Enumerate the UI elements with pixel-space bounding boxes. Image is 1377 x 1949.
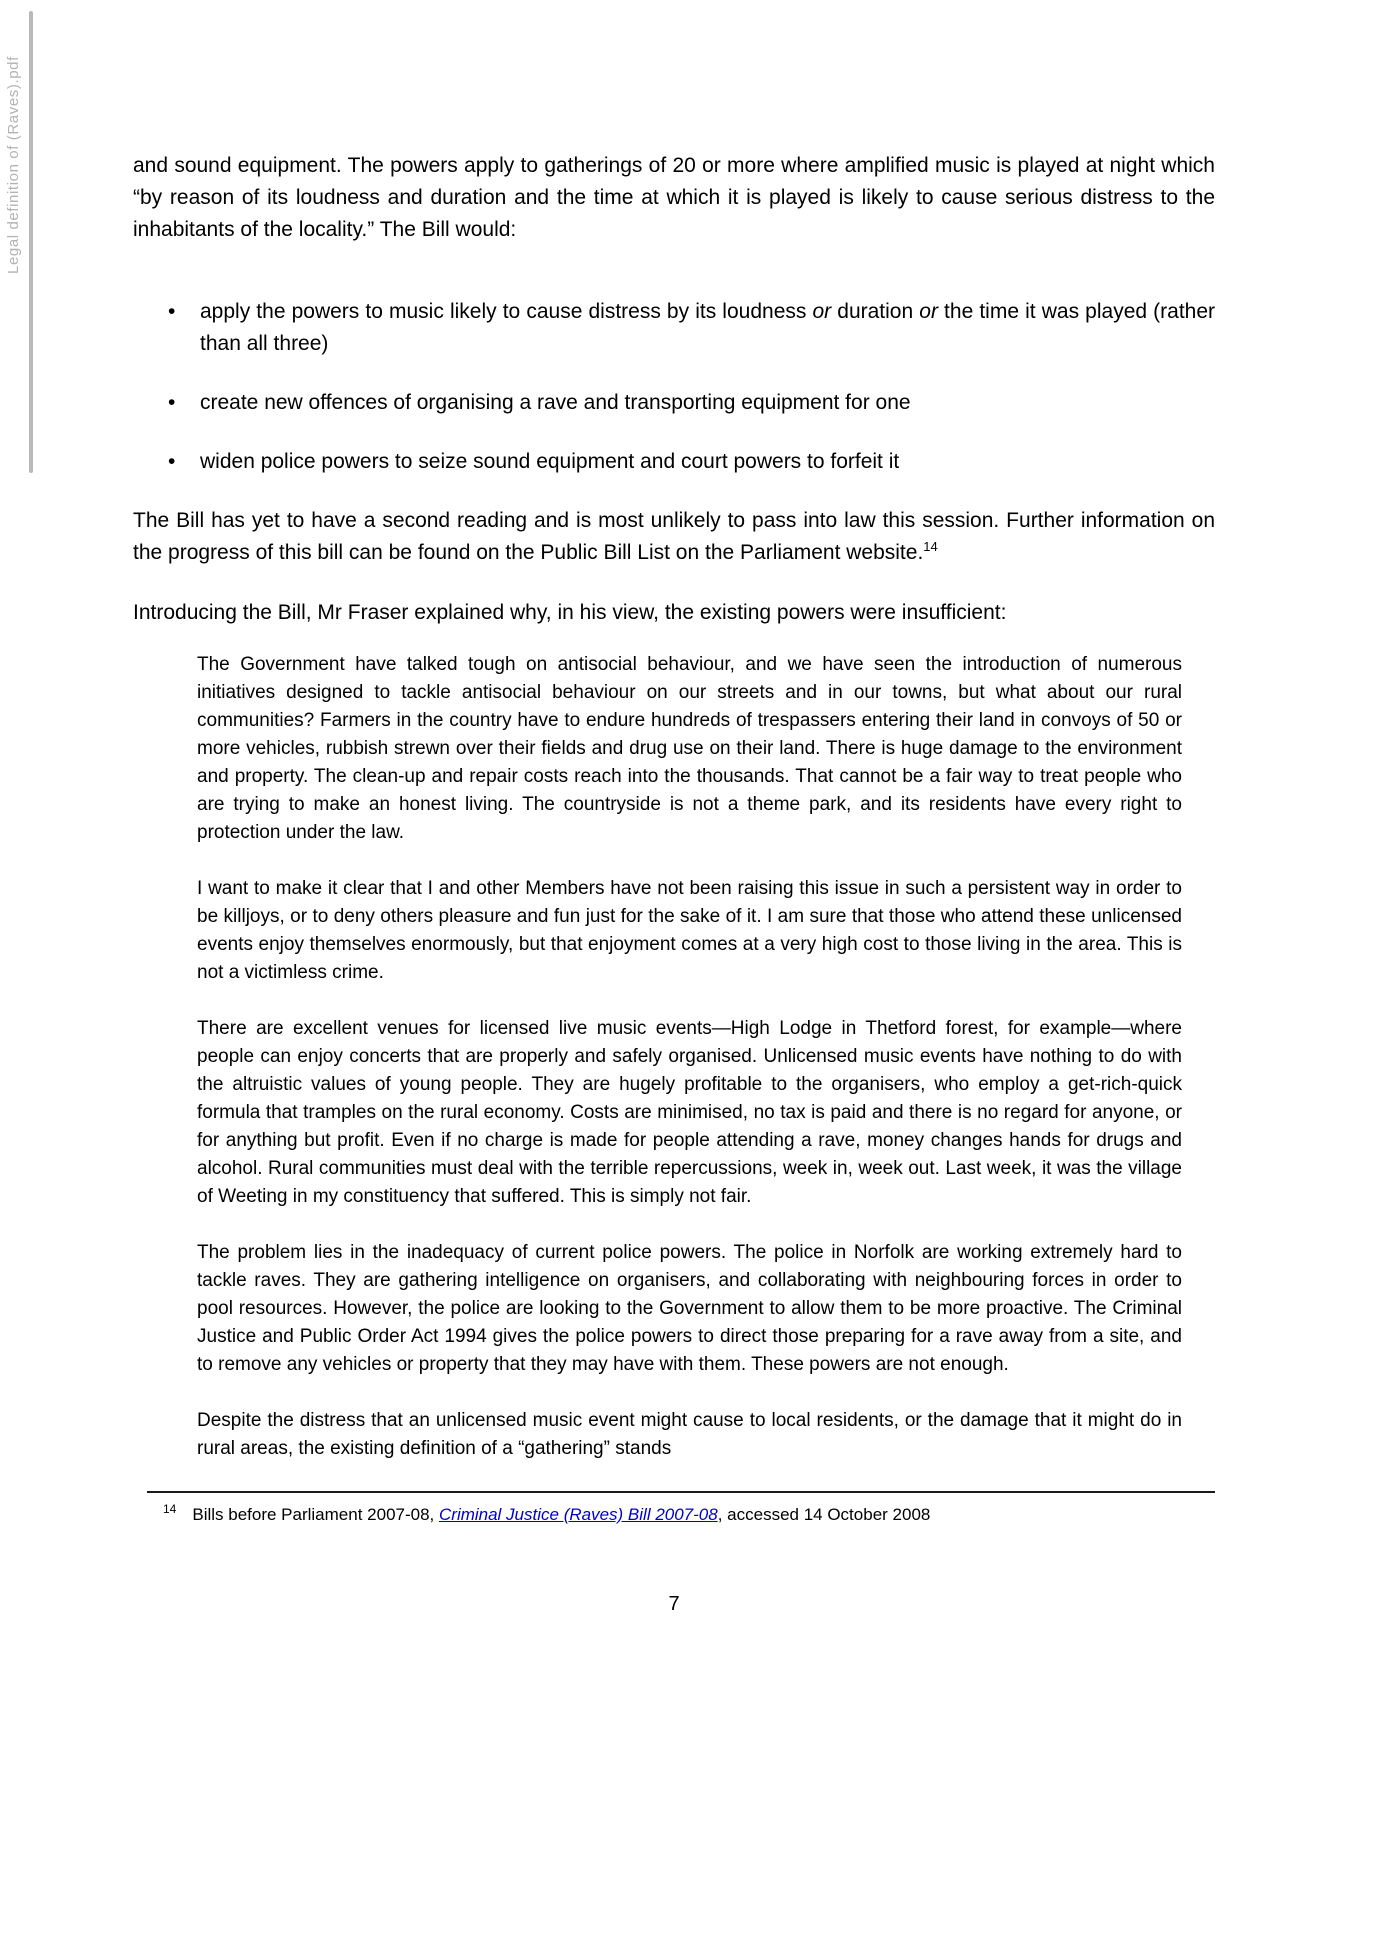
intro-paragraph: and sound equipment. The powers apply to gatherings of 20 or more where amplified music is played at night which “by reason of its loudness and duration and the time at which it is played is likely to cause serious distress to the inhabitants of the locality.” The Bill would: [133, 154, 1215, 241]
quote-paragraph: The problem lies in the inadequacy of current police powers. The police in Norfolk are working extremely hard to tackle raves. They are gathering intelligence on organisers, and collaborating with neighbouring forces in order to pool resources. However, the police are looking to the Government to allow them to be more proactive. The Criminal Justice and Public Order Act 1994 gives the police powers to direct those preparing for a rave away from a site, and to remove any vehicles or property that they may have with them. These powers are not enough. [197, 1242, 1182, 1375]
bill-provisions-list [133, 296, 1215, 478]
bullet-icon: • [168, 450, 176, 473]
quote-paragraph: There are excellent venues for licensed live music events—High Lodge in Thetford forest, for example—where people can enjoy concerts that are properly and safely organised. Unlicensed music events have nothing to do with the altruistic values of young people. They are hugely profitable to the organisers, who employ a get-rich-quick formula that tramples on the rural economy. Costs are minimised, no tax is paid and there is no regard for anyone, or for anything but profit. Even if no charge is made for people attending a rave, money changes hands for drugs and alcohol. Rural communities must deal with the terrible repercussions, week in, week out. Last week, it was the village of Weeting in my constituency that suffered. This is simply not fair. [197, 1018, 1182, 1207]
footnote-link[interactable]: Criminal Justice (Raves) Bill 2007-08 [439, 1505, 718, 1524]
quote-paragraph: The Government have talked tough on antisocial behaviour, and we have seen the introduction of numerous initiatives designed to tackle antisocial behaviour on our streets and in our towns, but what about our rural communities? Farmers in the country have to endure hundreds of trespassers entering their land in convoys of 50 or more vehicles, rubbish strewn over their fields and drug use on their land. There is huge damage to the environment and property. The clean-up and repair costs reach into the thousands. That cannot be a fair way to treat people who are trying to make an honest living. The countryside is not a theme park, and its residents have every right to protection under the law. [197, 654, 1182, 843]
bullet-item [168, 387, 1215, 419]
bill-status-text: The Bill has yet to have a second reading and is most unlikely to pass into law this session. Further information on the progress of this bill can be found on the Public Bill List on the Parliament website. [133, 509, 1215, 564]
bullet-text-segment: apply the powers to music likely to cause distress by its loudness [200, 300, 813, 323]
footnote-marker: 14 [163, 1502, 177, 1517]
document-tab-label: Legal definition of (Raves).pdf [5, 56, 22, 274]
bullet-text-segment: or [919, 300, 938, 323]
bullet-text-segment: the time it was played (rather than all three) [200, 300, 1216, 355]
scrollbar-thumb[interactable] [29, 11, 33, 473]
footnote-reference[interactable]: 14 [923, 539, 938, 554]
bullet-item [168, 446, 1215, 478]
bullet-text-segment: create new offences of organising a rave and transporting equipment for one [200, 391, 911, 414]
bullet-icon: • [168, 391, 176, 414]
bullet-text-segment: widen police powers to seize sound equipment and court powers to forfeit it [200, 450, 900, 473]
bullet-icon: • [168, 300, 176, 323]
bullet-item [168, 296, 1215, 360]
footnote-text-prefix: Bills before Parliament 2007-08, [192, 1505, 439, 1524]
introducing-paragraph: Introducing the Bill, Mr Fraser explained why, in his view, the existing powers were insufficient: [133, 601, 1007, 624]
bullet-text-segment: duration [831, 300, 920, 323]
document-page [133, 0, 1215, 1616]
page-number: 7 [668, 1593, 680, 1615]
quote-paragraph: I want to make it clear that I and other Members have not been raising this issue in such a persistent way in order to be killjoys, or to deny others pleasure and fun just for the sake of it. I am sure that those who attend these unlicensed events enjoy themselves enormously, but that enjoyment comes at a very high cost to those living in the area. This is not a victimless crime. [197, 878, 1182, 983]
footnote-text-suffix: , accessed 14 October 2008 [717, 1505, 931, 1524]
bill-status-paragraph [133, 505, 1215, 569]
quote-paragraph: Despite the distress that an unlicensed music event might cause to local residents, or the damage that it might do in rural areas, the existing definition of a “gathering” stands [197, 1410, 1182, 1459]
footnote-divider [147, 1491, 1215, 1493]
bullet-text-segment: or [812, 300, 832, 323]
block-quote [197, 651, 1182, 1463]
footnote [163, 1503, 1215, 1527]
